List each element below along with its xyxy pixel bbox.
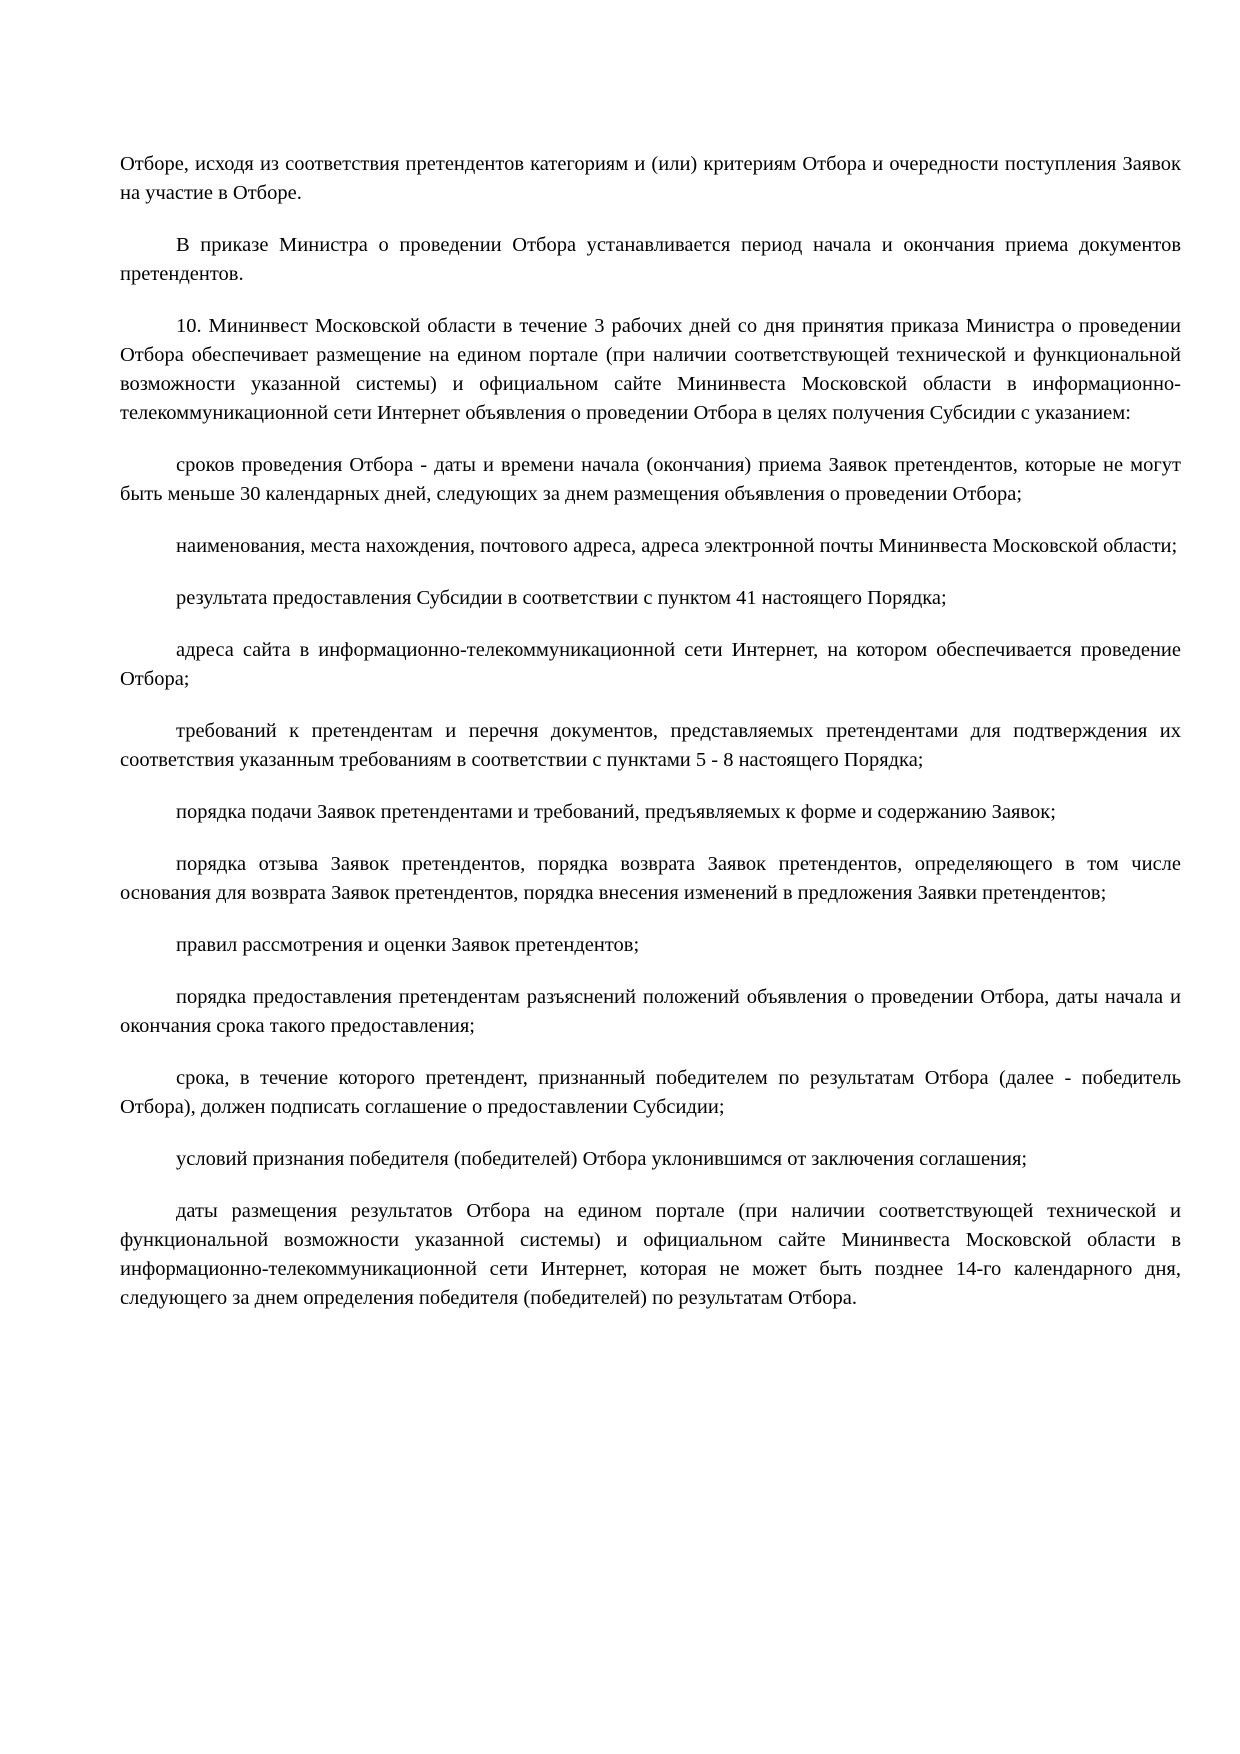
paragraph: В приказе Министра о проведении Отбора устанавливается период начала и окончания приема документов претендентов. <box>120 234 1181 285</box>
list-item: даты размещения результатов Отбора на едином портале (при наличии соответствующей технической и функциональной возможности указанной системы) и официальном сайте Мининвеста Московской области в информационно-телекоммуникационной сети Интернет, которая не может быть позднее 14-го календарного дня, следующего за днем определения победителя (победителей) по результатам Отбора. <box>120 1200 1181 1309</box>
list-item: наименования, места нахождения, почтового адреса, адреса электронной почты Мининвеста Московской области; <box>176 535 1178 557</box>
list-item: порядка подачи Заявок претендентами и требований, предъявляемых к форме и содержанию Заявок; <box>176 801 1056 823</box>
list-item: условий признания победителя (победителей) Отбора уклонившимся от заключения соглашения; <box>176 1148 1028 1170</box>
list-item: адреса сайта в информационно-телекоммуникационной сети Интернет, на котором обеспечивается проведение Отбора; <box>120 639 1181 690</box>
list-item: правил рассмотрения и оценки Заявок претендентов; <box>176 934 640 956</box>
list-item: срока, в течение которого претендент, признанный победителем по результатам Отбора (далее - победитель Отбора), должен подписать соглашение о предоставлении Субсидии; <box>120 1067 1181 1118</box>
list-item: порядка отзыва Заявок претендентов, порядка возврата Заявок претендентов, определяющего в том числе основания для возврата Заявок претендентов, порядка внесения изменений в предложения Заявки претендентов; <box>120 853 1181 904</box>
list-item: порядка предоставления претендентам разъяснений положений объявления о проведении Отбора, даты начала и окончания срока такого предоставления; <box>120 986 1181 1037</box>
paragraph: Отборе, исходя из соответствия претендентов категориям и (или) критериям Отбора и очередности поступления Заявок на участие в Отборе. <box>120 153 1181 204</box>
document-page <box>120 150 1181 1336</box>
list-item: сроков проведения Отбора - даты и времени начала (окончания) приема Заявок претендентов, которые не могут быть меньше 30 календарных дней, следующих за днем размещения объявления о проведении Отбора; <box>120 454 1181 505</box>
list-item: результата предоставления Субсидии в соответствии с пунктом 41 настоящего Порядка; <box>176 587 947 609</box>
list-item: требований к претендентам и перечня документов, представляемых претендентами для подтверждения их соответствия указанным требованиям в соответствии с пунктами 5 - 8 настоящего Порядка; <box>120 720 1181 771</box>
paragraph-item-10: 10. Мининвест Московской области в течение 3 рабочих дней со дня принятия приказа Министра о проведении Отбора обеспечивает размещение на едином портале (при наличии соответствующей технической и функциональной возможности указанной системы) и официальном сайте Мининвеста Московской области в информационно-телекоммуникационной сети Интернет объявления о проведении Отбора в целях получения Субсидии с указанием: <box>120 315 1181 424</box>
